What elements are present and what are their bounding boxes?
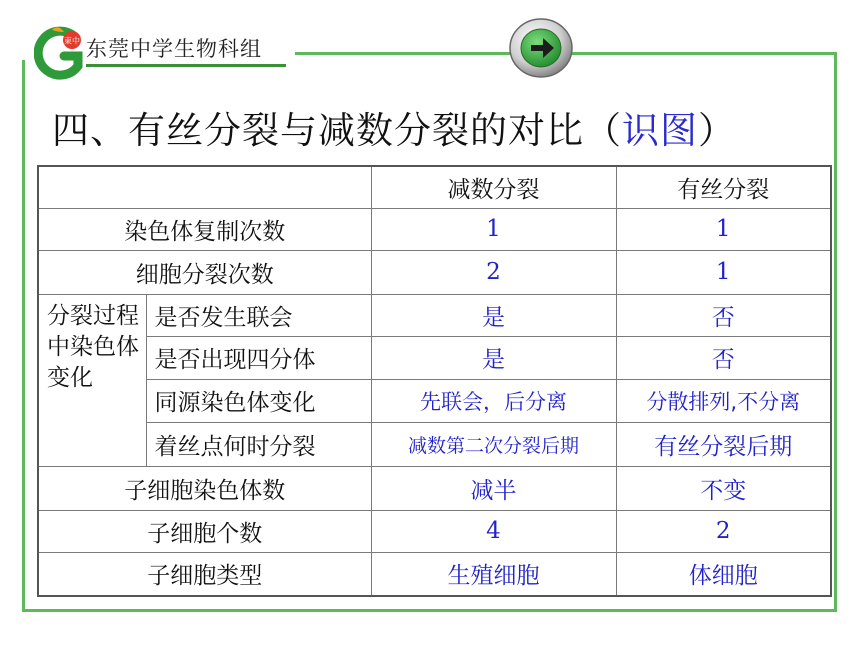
meiosis-value: 先联会，后分离 <box>371 379 616 422</box>
mitosis-value: 体细胞 <box>616 552 831 596</box>
mitosis-value: 否 <box>616 336 831 379</box>
group-label: 分裂过程中染色体变化 <box>38 294 146 466</box>
table-row <box>38 510 831 552</box>
row-label: 细胞分裂次数 <box>38 250 371 294</box>
table-row <box>38 552 831 596</box>
meiosis-value: 减数第二次分裂后期 <box>371 422 616 466</box>
table-row <box>38 422 831 466</box>
title-end: ） <box>698 109 736 152</box>
sub-row-label: 同源染色体变化 <box>146 379 371 422</box>
school-name: 东莞中学生物科组 <box>86 37 262 61</box>
meiosis-value: 是 <box>371 336 616 379</box>
sub-row-label: 是否发生联会 <box>146 294 371 336</box>
header-corner <box>38 166 371 208</box>
sub-row-label: 是否出现四分体 <box>146 336 371 379</box>
mitosis-value: 1 <box>616 208 831 250</box>
row-label: 子细胞个数 <box>38 510 371 552</box>
table-row <box>38 250 831 294</box>
header-meiosis: 减数分裂 <box>371 166 616 208</box>
logo-text: 東中 <box>64 36 80 46</box>
row-label: 子细胞染色体数 <box>38 466 371 510</box>
table-row <box>38 294 831 336</box>
table-header-row <box>38 166 831 208</box>
page-title <box>52 100 736 154</box>
title-accent: 识图 <box>622 109 698 152</box>
mitosis-value: 有丝分裂后期 <box>616 422 831 466</box>
mitosis-value: 不变 <box>616 466 831 510</box>
arrow-right-icon[interactable] <box>508 17 574 79</box>
meiosis-value: 减半 <box>371 466 616 510</box>
header-divider <box>86 64 286 67</box>
mitosis-value: 否 <box>616 294 831 336</box>
table-row <box>38 379 831 422</box>
comparison-table <box>37 165 832 597</box>
table-row <box>38 208 831 250</box>
mitosis-value: 1 <box>616 250 831 294</box>
sub-row-label: 着丝点何时分裂 <box>146 422 371 466</box>
title-main: 四、有丝分裂与减数分裂的对比（ <box>52 109 622 152</box>
meiosis-value: 生殖细胞 <box>371 552 616 596</box>
meiosis-value: 1 <box>371 208 616 250</box>
meiosis-value: 2 <box>371 250 616 294</box>
mitosis-value: 分散排列,不分离 <box>616 379 831 422</box>
meiosis-value: 是 <box>371 294 616 336</box>
meiosis-value: 4 <box>371 510 616 552</box>
header-mitosis: 有丝分裂 <box>616 166 831 208</box>
row-label: 染色体复制次数 <box>38 208 371 250</box>
school-logo-icon <box>34 22 90 88</box>
table-row <box>38 466 831 510</box>
row-label: 子细胞类型 <box>38 552 371 596</box>
table-row <box>38 336 831 379</box>
mitosis-value: 2 <box>616 510 831 552</box>
